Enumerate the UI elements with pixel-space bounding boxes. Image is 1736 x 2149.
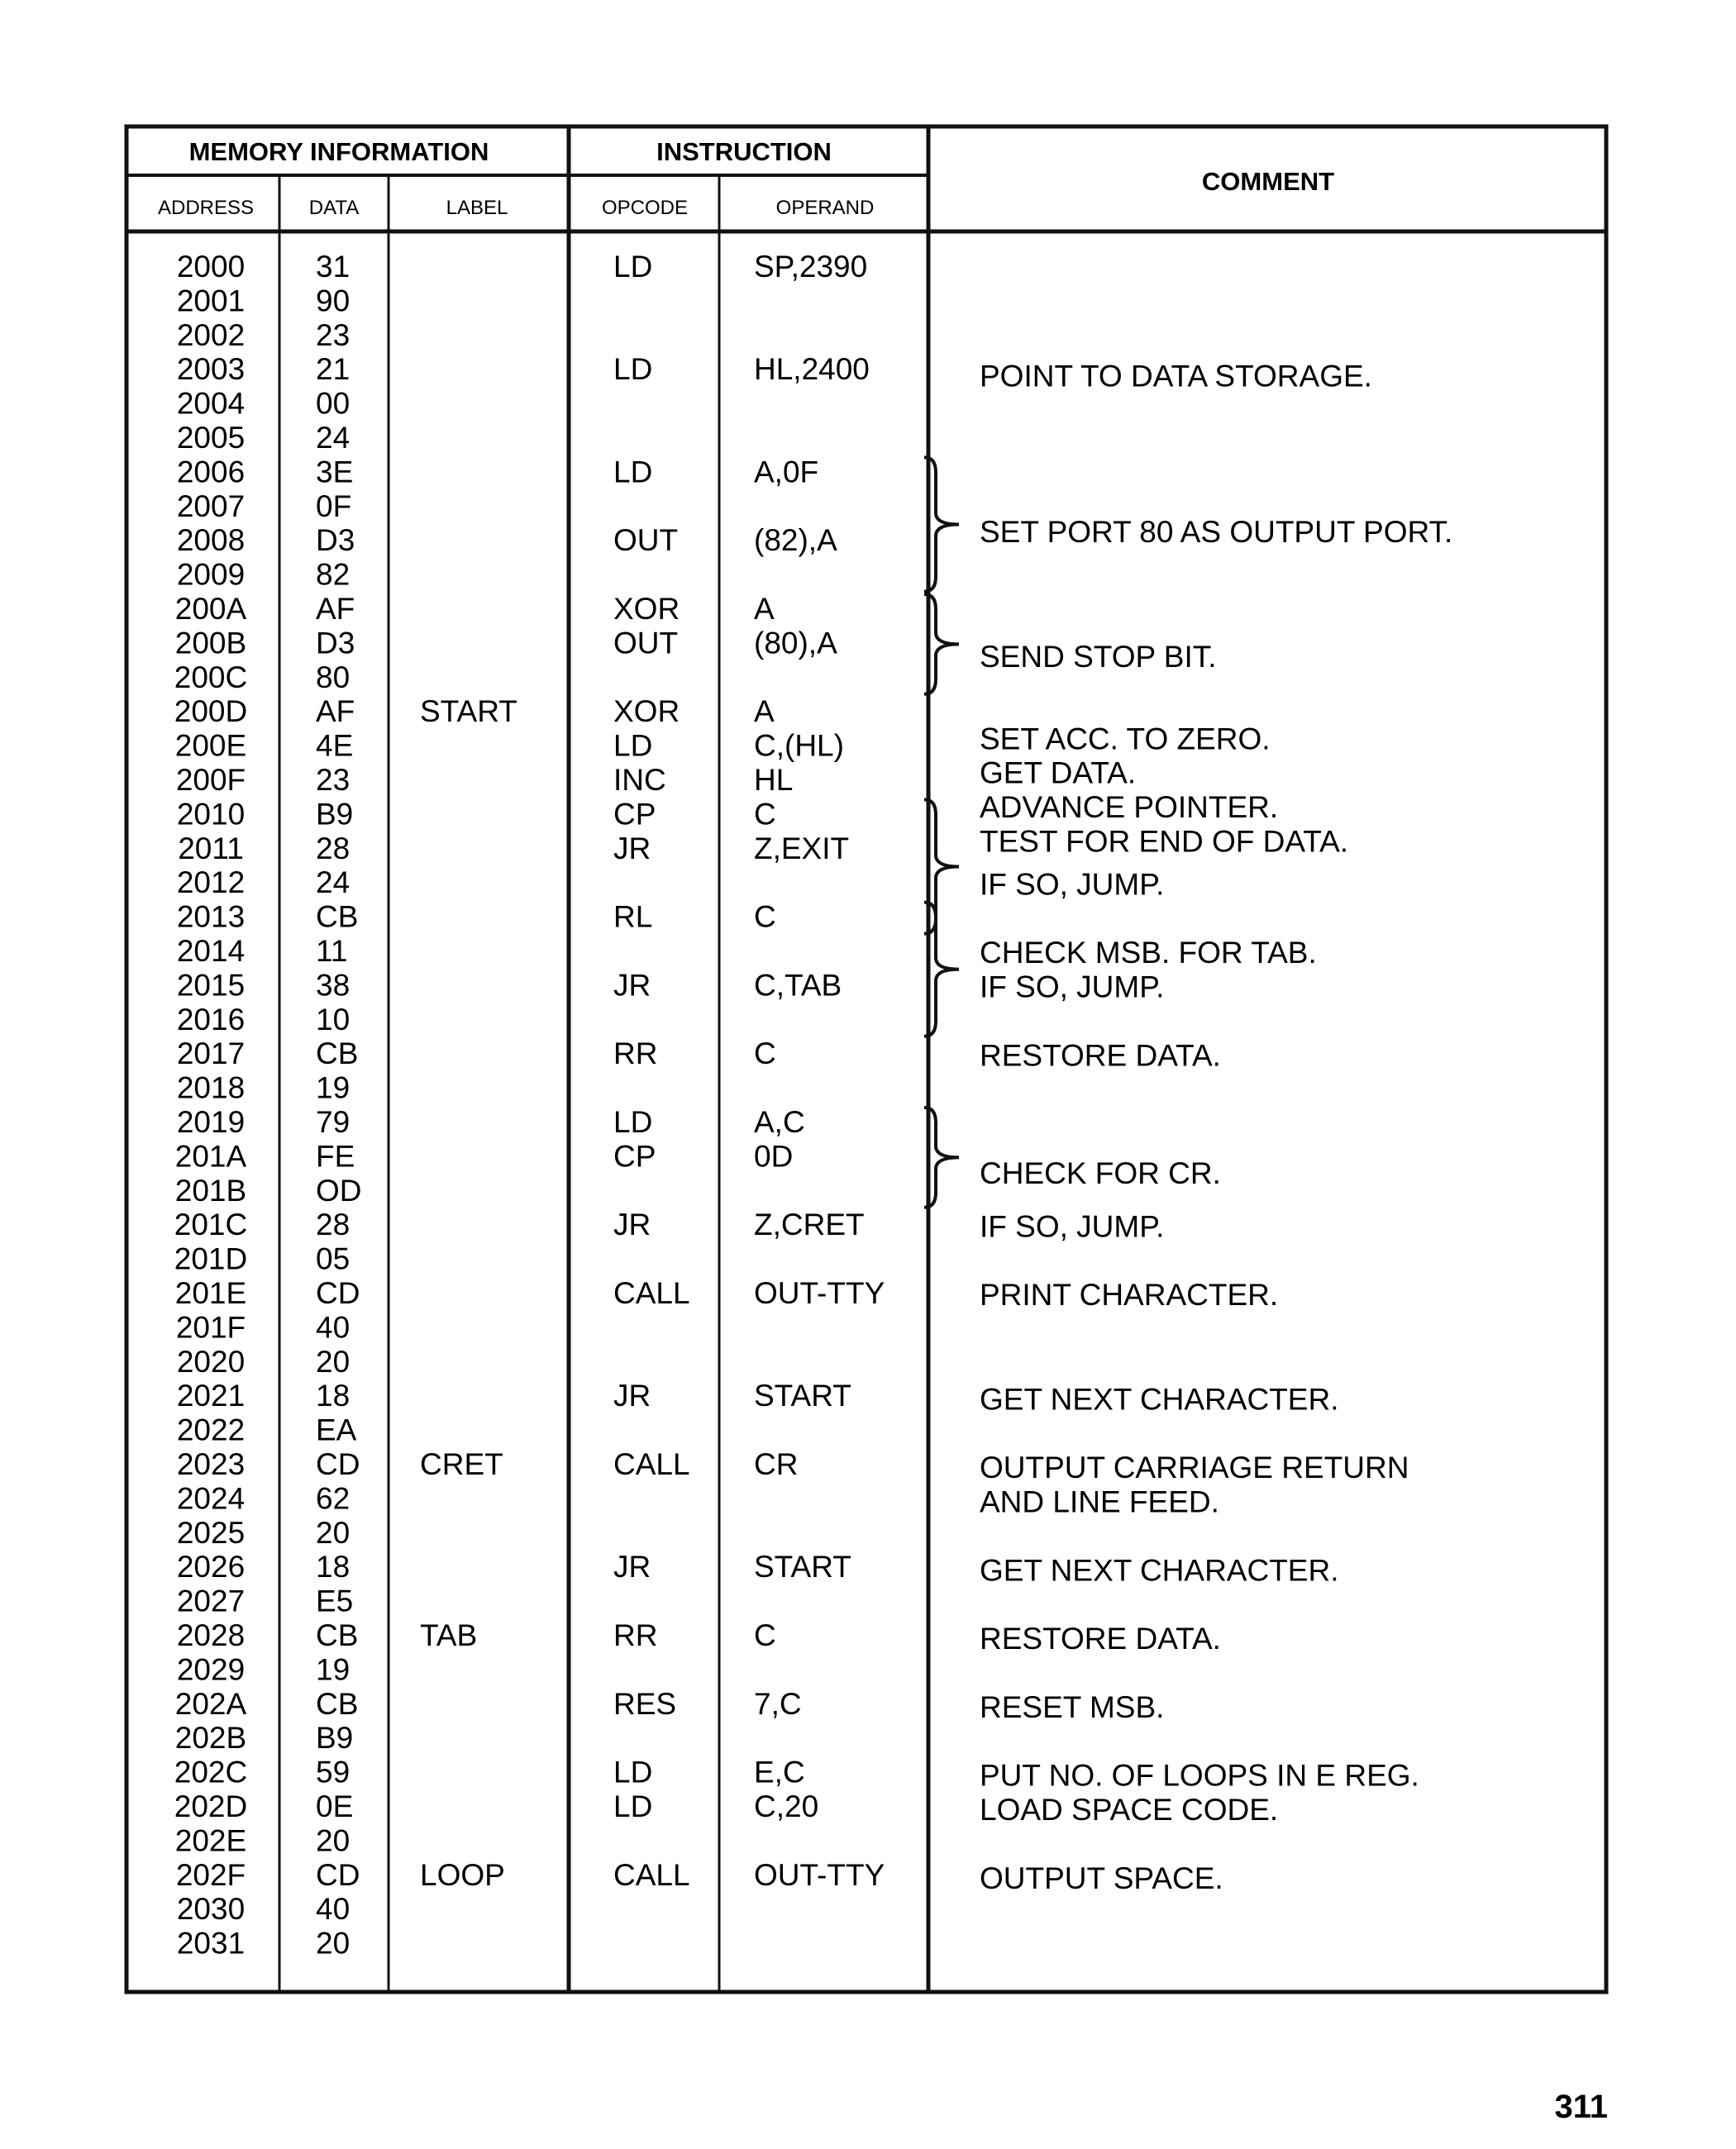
table-row	[175, 1139, 794, 1173]
operand-cell: HL,2400	[754, 352, 870, 387]
table-row	[174, 694, 775, 728]
data-cell: 28	[316, 831, 351, 865]
table-row	[177, 1550, 851, 1584]
operand-cell: OUT-TTY	[754, 1857, 885, 1892]
comment-text: OUTPUT CARRIAGE RETURN	[980, 1451, 1409, 1485]
data-cell: AF	[316, 592, 355, 626]
opcode-cell: LD	[613, 352, 653, 387]
table-row	[177, 797, 776, 831]
table-row	[177, 387, 350, 421]
instruction-heading: INSTRUCTION	[656, 137, 832, 166]
operand-cell: Z,CRET	[754, 1208, 865, 1242]
table-row	[177, 1584, 353, 1618]
operand-cell: E,C	[754, 1755, 805, 1789]
table-row	[176, 1858, 885, 1892]
table-row	[177, 318, 350, 352]
page-number: 311	[1554, 2089, 1608, 2125]
opcode-cell: RR	[613, 1036, 658, 1071]
data-column-header: DATA	[308, 197, 360, 219]
address-cell: 201E	[174, 1276, 247, 1310]
opcode-cell: LD	[613, 1789, 653, 1823]
address-cell: 2000	[176, 250, 246, 284]
address-cell: 201D	[174, 1241, 248, 1276]
data-cell: E5	[316, 1584, 354, 1618]
address-cell: 2022	[176, 1413, 246, 1447]
table-row	[177, 1927, 350, 1961]
opcode-cell: CP	[613, 1139, 656, 1174]
table-row	[174, 1756, 805, 1789]
operand-cell: 7,C	[754, 1686, 802, 1721]
address-cell: 2030	[176, 1892, 246, 1927]
label-cell: CRET	[420, 1447, 503, 1481]
operand-cell: C,20	[754, 1789, 819, 1823]
data-cell: 10	[316, 1002, 351, 1036]
operand-cell: C	[754, 899, 776, 934]
label-cell: LOOP	[420, 1857, 505, 1892]
operand-cell: CR	[754, 1447, 799, 1481]
comment-text: IF SO, JUMP.	[980, 867, 1165, 902]
listing-comments	[980, 360, 1452, 1895]
table-row	[177, 523, 837, 557]
data-cell: 0F	[316, 488, 352, 523]
table-row	[177, 1105, 805, 1139]
operand-cell: A,0F	[754, 455, 819, 489]
table-row	[175, 1721, 353, 1755]
data-cell: 05	[316, 1241, 351, 1276]
address-cell: 2012	[176, 865, 246, 900]
opcode-cell: CALL	[613, 1447, 690, 1481]
comment-text: SET PORT 80 AS OUTPUT PORT.	[980, 514, 1453, 549]
address-cell: 2023	[176, 1447, 246, 1481]
table-row	[177, 1447, 799, 1481]
table-row	[177, 1003, 350, 1036]
data-cell: FE	[316, 1139, 355, 1174]
address-cell: 2017	[176, 1036, 246, 1071]
data-cell: 0E	[316, 1789, 354, 1823]
table-row	[175, 1687, 802, 1721]
table-row	[176, 763, 793, 797]
opcode-cell: LD	[613, 1105, 653, 1139]
address-cell: 2010	[176, 797, 246, 831]
table-row	[177, 1481, 350, 1515]
operand-cell: (80),A	[754, 626, 837, 660]
table-row	[174, 1242, 350, 1276]
table-row	[177, 968, 842, 1002]
address-cell: 2014	[176, 934, 246, 968]
table-row	[177, 421, 350, 455]
opcode-cell: XOR	[613, 592, 680, 626]
operand-cell: C	[754, 797, 776, 831]
opcode-cell: LD	[613, 455, 653, 489]
opcode-column-header: OPCODE	[601, 197, 689, 219]
table-row	[177, 1618, 776, 1652]
data-cell: 24	[316, 421, 351, 455]
data-cell: 79	[316, 1105, 351, 1139]
address-cell: 2009	[176, 557, 246, 592]
listing-rows	[174, 250, 885, 1961]
opcode-cell: CALL	[613, 1276, 690, 1310]
table-row	[175, 626, 837, 660]
address-cell: 202B	[174, 1721, 247, 1756]
operand-column-header: OPERAND	[775, 197, 875, 219]
opcode-cell: JR	[613, 968, 651, 1003]
operand-cell: HL	[754, 763, 794, 797]
address-cell: 202F	[175, 1857, 246, 1892]
table-row	[177, 1379, 851, 1413]
address-cell: 2029	[176, 1652, 246, 1687]
table-row	[177, 1345, 350, 1379]
operand-cell: START	[754, 1550, 851, 1584]
address-cell: 202D	[174, 1789, 248, 1823]
address-cell: 2024	[176, 1481, 246, 1516]
comment-text: PUT NO. OF LOOPS IN E REG.	[980, 1758, 1419, 1793]
address-cell: 201B	[174, 1173, 247, 1208]
opcode-cell: JR	[613, 1379, 651, 1413]
data-cell: OD	[316, 1173, 362, 1208]
data-cell: D3	[316, 523, 355, 558]
comment-heading: COMMENT	[1201, 167, 1335, 196]
comment-text: SET ACC. TO ZERO.	[980, 722, 1271, 756]
table-row	[177, 865, 350, 899]
data-cell: B9	[316, 1721, 354, 1756]
opcode-cell: INC	[613, 763, 666, 797]
data-cell: AF	[316, 694, 355, 729]
opcode-cell: CP	[613, 797, 656, 831]
address-cell: 2002	[176, 317, 246, 352]
operand-cell: A	[754, 592, 775, 626]
operand-cell: C,(HL)	[754, 728, 844, 763]
comment-text: OUTPUT SPACE.	[980, 1861, 1223, 1895]
data-cell: CD	[316, 1857, 360, 1892]
data-cell: 19	[316, 1070, 351, 1105]
comment-text: IF SO, JUMP.	[980, 970, 1165, 1004]
table-row	[177, 352, 870, 386]
address-cell: 202A	[174, 1686, 247, 1721]
comment-text: IF SO, JUMP.	[980, 1209, 1165, 1244]
data-cell: CB	[316, 1686, 359, 1721]
table-row	[174, 1208, 865, 1241]
address-cell: 200B	[174, 626, 247, 660]
address-cell: 200D	[174, 694, 248, 729]
comment-text: PRINT CHARACTER.	[980, 1278, 1279, 1313]
operand-cell: Z,EXIT	[754, 831, 850, 865]
opcode-cell: JR	[613, 1208, 651, 1242]
label-cell: START	[420, 694, 517, 729]
opcode-cell: LD	[613, 250, 653, 284]
table-row	[177, 1413, 357, 1447]
opcode-cell: XOR	[613, 694, 680, 729]
opcode-cell: JR	[613, 831, 651, 865]
table-row	[175, 592, 775, 626]
address-cell: 200A	[174, 592, 247, 626]
address-cell: 2018	[176, 1070, 246, 1105]
data-cell: 4E	[316, 728, 354, 763]
opcode-cell: OUT	[613, 626, 679, 660]
opcode-cell: OUT	[613, 523, 679, 558]
comment-text: AND LINE FEED.	[980, 1484, 1219, 1519]
data-cell: 20	[316, 1515, 351, 1550]
operand-cell: C	[754, 1036, 776, 1071]
data-cell: 18	[316, 1379, 351, 1413]
address-cell: 2019	[176, 1105, 246, 1139]
table-row	[177, 489, 351, 523]
address-cell: 2031	[176, 1926, 246, 1961]
data-cell: CD	[316, 1276, 360, 1310]
address-cell: 201F	[175, 1310, 246, 1345]
data-cell: 38	[316, 968, 351, 1003]
data-cell: 24	[316, 865, 351, 900]
data-cell: CD	[316, 1447, 360, 1481]
address-cell: 2020	[176, 1344, 246, 1379]
address-cell: 200E	[174, 728, 247, 763]
table-row	[177, 455, 818, 488]
address-cell: 202C	[174, 1755, 248, 1789]
table-row	[175, 1276, 885, 1310]
opcode-cell: LD	[613, 728, 653, 763]
data-cell: EA	[316, 1413, 357, 1447]
address-cell: 202E	[174, 1823, 247, 1858]
data-cell: 82	[316, 557, 351, 592]
address-cell: 2016	[176, 1002, 246, 1036]
table-header	[158, 137, 1334, 219]
data-cell: 20	[316, 1344, 351, 1379]
comment-text: TEST FOR END OF DATA.	[980, 824, 1349, 859]
table-row	[177, 1071, 350, 1105]
comment-text: GET DATA.	[980, 755, 1137, 790]
label-cell: TAB	[420, 1618, 478, 1652]
address-cell: 2008	[176, 523, 246, 558]
address-cell: 201A	[174, 1139, 247, 1174]
address-cell: 200F	[175, 763, 246, 797]
label-column-header: LABEL	[446, 197, 508, 219]
opcode-cell: LD	[613, 1755, 653, 1789]
address-cell: 2005	[176, 421, 246, 455]
data-cell: CB	[316, 1036, 359, 1071]
opcode-cell: RES	[613, 1686, 677, 1721]
comment-text: GET NEXT CHARACTER.	[980, 1382, 1339, 1417]
operand-cell: OUT-TTY	[754, 1276, 885, 1310]
address-cell: 2013	[176, 899, 246, 934]
operand-cell: SP,2390	[754, 250, 868, 284]
opcode-cell: CALL	[613, 1857, 690, 1892]
operand-cell: A	[754, 694, 775, 729]
data-cell: 40	[316, 1310, 351, 1345]
comment-text: RESTORE DATA.	[980, 1038, 1221, 1073]
data-cell: 3E	[316, 455, 354, 489]
table-row	[177, 558, 350, 592]
address-cell: 2007	[176, 488, 246, 523]
data-cell: 23	[316, 317, 351, 352]
address-cell: 200C	[174, 660, 248, 694]
operand-cell: (82),A	[754, 523, 837, 558]
operand-cell: C,TAB	[754, 968, 842, 1003]
address-column-header: ADDRESS	[157, 197, 255, 219]
data-cell: 20	[316, 1926, 351, 1961]
address-cell: 2001	[176, 284, 246, 318]
data-cell: 62	[316, 1481, 351, 1516]
data-cell: 40	[316, 1892, 351, 1927]
comment-text: RESTORE DATA.	[980, 1622, 1221, 1656]
data-cell: 00	[316, 386, 351, 421]
comment-text: LOAD SPACE CODE.	[980, 1793, 1279, 1827]
data-cell: 28	[316, 1208, 351, 1242]
data-cell: B9	[316, 797, 354, 831]
operand-cell: 0D	[754, 1139, 794, 1174]
data-cell: D3	[316, 626, 355, 660]
comment-text: CHECK MSB. FOR TAB.	[980, 936, 1317, 970]
opcode-cell: RL	[613, 899, 653, 934]
operand-cell: C	[754, 1618, 776, 1652]
table-row	[177, 934, 348, 968]
data-cell: 80	[316, 660, 351, 694]
table-row	[177, 900, 776, 934]
opcode-cell: JR	[613, 1550, 651, 1584]
data-cell: 31	[316, 250, 351, 284]
address-cell: 2004	[176, 386, 246, 421]
address-cell: 2025	[176, 1515, 246, 1550]
address-cell: 201C	[174, 1208, 248, 1242]
data-cell: 11	[316, 934, 348, 968]
table-row	[177, 284, 350, 317]
address-cell: 2021	[176, 1379, 246, 1413]
table-row	[177, 1516, 350, 1550]
comment-text: ADVANCE POINTER.	[980, 790, 1279, 825]
data-cell: 20	[316, 1823, 351, 1858]
table-row	[175, 1174, 362, 1208]
table-row	[175, 1823, 350, 1857]
address-cell: 2003	[176, 352, 246, 387]
comment-text: RESET MSB.	[980, 1689, 1165, 1724]
data-cell: 90	[316, 284, 351, 318]
data-cell: 21	[316, 352, 351, 387]
operand-cell: START	[754, 1379, 851, 1413]
address-cell: 2006	[176, 455, 246, 489]
opcode-cell: RR	[613, 1618, 658, 1652]
address-cell: 2015	[176, 968, 246, 1003]
comment-text: POINT TO DATA STORAGE.	[980, 359, 1372, 393]
comment-text: GET NEXT CHARACTER.	[980, 1553, 1339, 1588]
data-cell: 59	[316, 1755, 351, 1789]
table-row	[177, 1036, 776, 1070]
address-cell: 2026	[176, 1550, 246, 1584]
data-cell: 18	[316, 1550, 351, 1584]
address-cell: 2011	[178, 831, 244, 865]
comment-text: SEND STOP BIT.	[980, 640, 1217, 674]
data-cell: CB	[316, 1618, 359, 1652]
comment-text: CHECK FOR CR.	[980, 1156, 1221, 1191]
data-cell: 23	[316, 763, 351, 797]
table-row	[177, 1652, 350, 1686]
operand-cell: A,C	[754, 1105, 805, 1139]
table-row	[176, 1310, 350, 1344]
table-row	[174, 1789, 818, 1823]
data-cell: 19	[316, 1652, 351, 1687]
address-cell: 2028	[176, 1618, 246, 1652]
table-row	[175, 729, 844, 763]
table-row	[174, 660, 350, 694]
address-cell: 2027	[176, 1584, 246, 1618]
memory-information-heading: MEMORY INFORMATION	[188, 137, 489, 166]
table-row	[177, 1892, 350, 1926]
data-cell: CB	[316, 899, 359, 934]
